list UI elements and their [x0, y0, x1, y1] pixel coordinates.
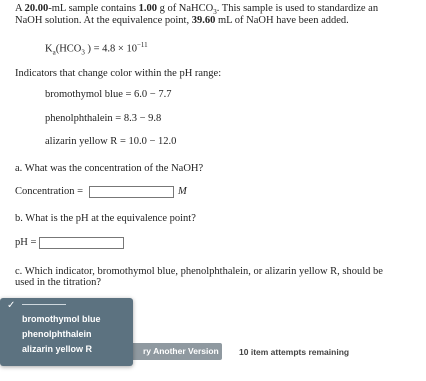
- dropdown-option-bromothymol-blue[interactable]: bromothymol blue: [22, 314, 101, 324]
- problem-line-1: A 20.00-mL sample contains 1.00 g of NaHCO$_3$. This sample is used to standardize an: [15, 3, 379, 17]
- question-b-text: b. What is the pH at the equivalence point?: [15, 213, 196, 224]
- concentration-input[interactable]: [89, 186, 174, 198]
- question-a-text: a. What was the concentration of the NaOH?: [15, 163, 204, 174]
- question-c-text-line-1: c. Which indicator, bromothymol blue, phenolphthalein, or alizarin yellow R, should be: [15, 266, 383, 277]
- ph-input[interactable]: [39, 237, 124, 249]
- indicator-bromothymol-blue: bromothymol blue = 6.0 − 7.7: [45, 89, 172, 100]
- indicator-dropdown-menu[interactable]: [0, 298, 133, 366]
- problem-line-2: NaOH solution. At the equivalence point, 39.60 mL of NaOH have been added.: [15, 15, 349, 26]
- ka-expression: $K_a(HCO_3$ ) = $4.8 \times 10^{-11}$: [45, 41, 148, 57]
- indicator-alizarin-yellow-r: alizarin yellow R = 10.0 − 12.0: [45, 136, 177, 147]
- try-another-version-button[interactable]: ry Another Version: [126, 343, 222, 360]
- indicator-phenolphthalein: phenolphthalein = 8.3 − 9.8: [45, 113, 162, 124]
- dropdown-option-alizarin-yellow-r[interactable]: alizarin yellow R: [22, 344, 93, 354]
- ph-label: pH =: [15, 237, 37, 248]
- dropdown-blank-option[interactable]: [22, 304, 66, 305]
- indicators-heading: Indicators that change color within the pH range:: [15, 68, 222, 79]
- question-c-text-line-2: used in the titration?: [15, 277, 102, 288]
- naoh-volume: 39.60: [191, 15, 216, 26]
- concentration-unit: M: [178, 186, 187, 197]
- sample-volume: 20.00: [24, 3, 49, 14]
- check-icon: ✓: [7, 300, 16, 311]
- attempts-remaining: 10 item attempts remaining: [239, 347, 350, 357]
- sample-mass: 1.00: [138, 3, 157, 14]
- concentration-label: Concentration =: [15, 186, 84, 197]
- dropdown-option-phenolphthalein[interactable]: phenolphthalein: [22, 329, 92, 339]
